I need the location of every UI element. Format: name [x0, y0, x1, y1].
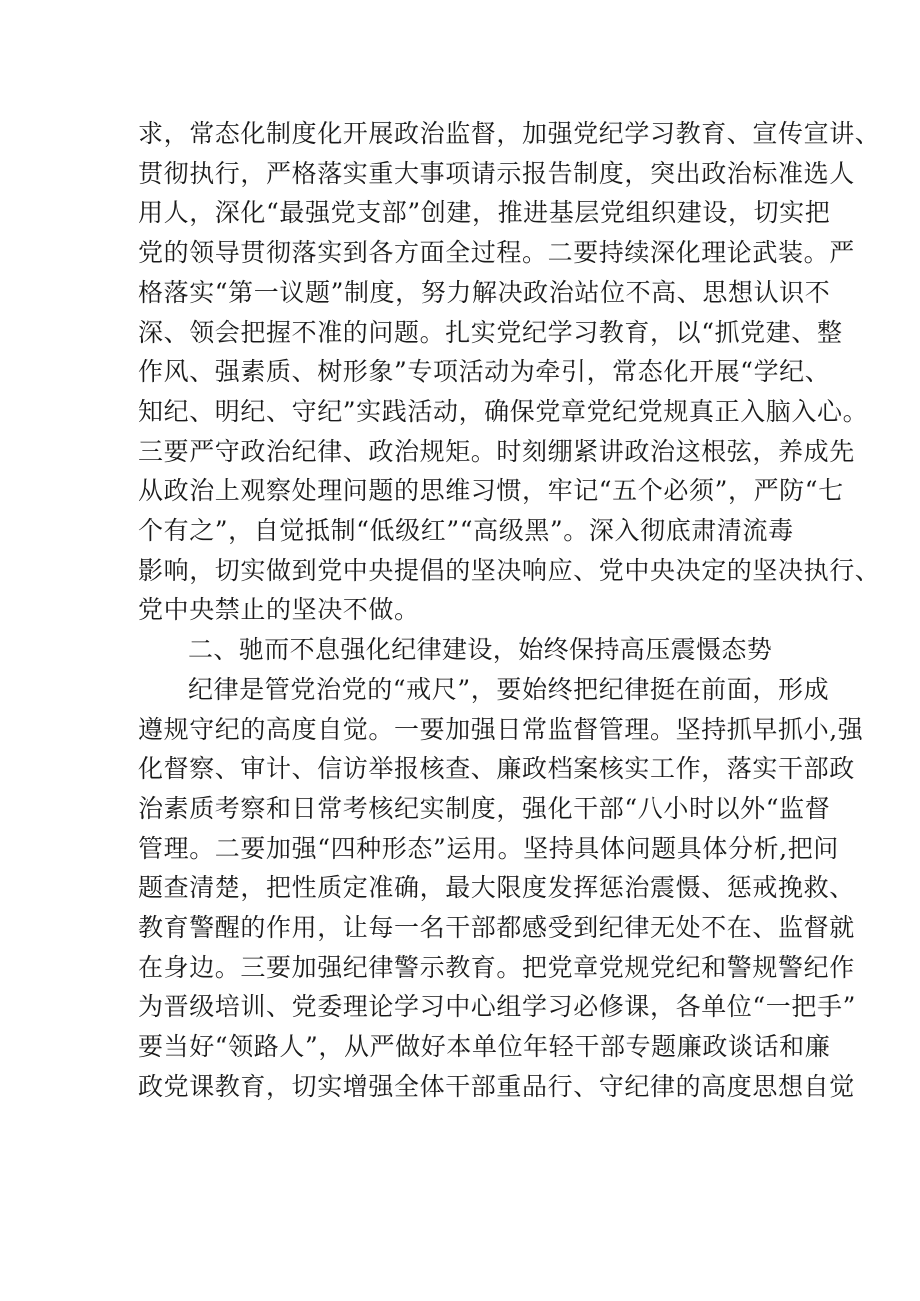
- paragraph-line: 从政治上观察处理问题的思维习惯，牢记“五个必须”，严防“七: [138, 476, 844, 506]
- paragraph-line: 纪律是管党治党的“戒尺”，要始终把纪律挺在前面，形成: [188, 674, 830, 704]
- paragraph-line: 遵规守纪的高度自觉。一要加强日常监督管理。坚持抓早抓小,强: [138, 714, 864, 744]
- paragraph-line: 教育警醒的作用，让每一名干部都感受到纪律无处不在、监督就: [138, 913, 855, 942]
- paragraph-line: 要当好“领路人”，从严做好本单位年轻干部专题廉政谈话和廉: [138, 1032, 831, 1062]
- paragraph-line: 影响，切实做到党中央提倡的坚决响应、党中央决定的坚决执行、: [138, 555, 881, 585]
- paragraph-line: 知纪、明纪、守纪”实践活动，确保党章党纪党规真正入脑入心。: [138, 396, 869, 426]
- paragraph-line: 深、领会把握不准的问题。扎实党纪学习教育，以“抓党建、整: [138, 317, 843, 347]
- paragraph-line: 党的领导贯彻落实到各方面全过程。二要持续深化理论武装。严: [138, 238, 855, 268]
- paragraph-line: 贯彻执行，严格落实重大事项请示报告制度，突出政治标准选人: [138, 158, 855, 188]
- paragraph-line: 党中央禁止的坚决不做。: [138, 595, 420, 625]
- paragraph-line: 管理。二要加强“四种形态”运用。坚持具体问题具体分析,把问: [138, 833, 839, 863]
- paragraph-line: 政党课教育，切实增强全体干部重品行、守纪律的高度思想自觉: [138, 1071, 855, 1101]
- paragraph-line: 格落实“第一议题”制度，努力解决政治站位不高、思想认识不: [138, 277, 831, 307]
- paragraph-line: 用人，深化“最强党支部”创建，推进基层党组织建设，切实把: [138, 198, 831, 228]
- paragraph-line: 治素质考察和日常考核纪实制度，强化干部“八小时以外“监督: [138, 793, 831, 823]
- paragraph-line: 求，常态化制度化开展政治监督，加强党纪学习教育、宣传宣讲、: [138, 119, 881, 148]
- paragraph-line: 为晋级培训、党委理论学习中心组学习必修课，各单位“一把手”: [138, 992, 856, 1022]
- paragraph-line: 题查清楚，把性质定准确，最大限度发挥惩治震慑、惩戒挽救、: [138, 873, 855, 903]
- paragraph-line: 三要严守政治纪律、政治规矩。时刻绷紧讲政治这根弦，养成先: [138, 436, 855, 466]
- paragraph-line: 作风、强素质、树形象”专项活动为牵引，常态化开展“学纪、: [138, 357, 831, 387]
- section-heading: 二、驰而不息强化纪律建设，始终保持高压震慑态势: [188, 635, 773, 665]
- paragraph-line: 个有之”，自觉抵制“低级红”“高级黑”。深入彻底肃清流毒: [138, 516, 794, 545]
- paragraph-line: 化督察、审计、信访举报核查、廉政档案核实工作，落实干部政: [138, 754, 855, 784]
- paragraph-line: 在身边。三要加强纪律警示教育。把党章党规党纪和警规警纪作: [138, 952, 855, 982]
